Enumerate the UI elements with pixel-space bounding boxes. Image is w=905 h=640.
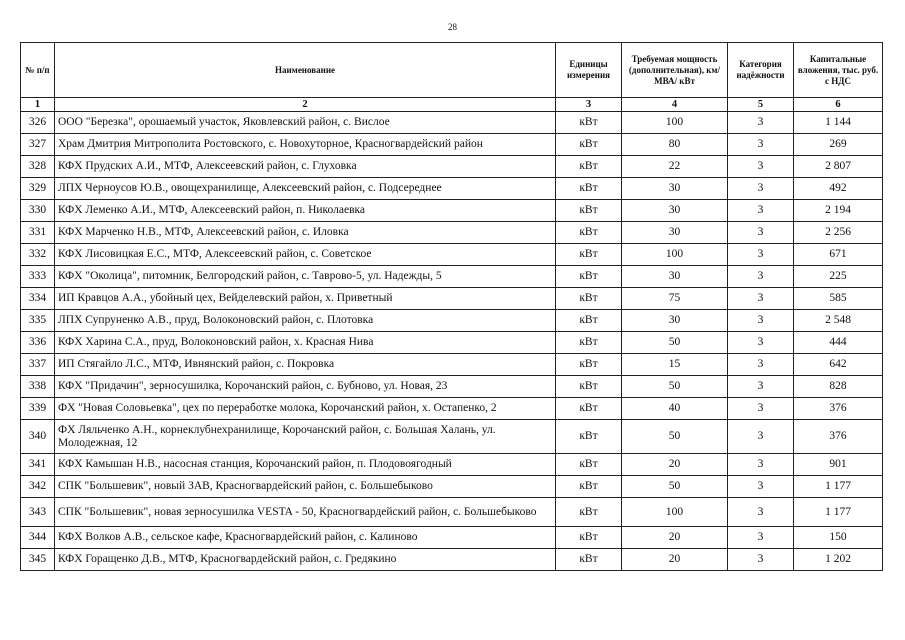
row-cost: 585	[794, 288, 883, 310]
row-number: 341	[21, 454, 55, 476]
row-name: КФХ Горащенко Д.В., МТФ, Красногвардейский район, с. Гредякино	[55, 549, 556, 571]
row-category: 3	[728, 376, 794, 398]
row-category: 3	[728, 156, 794, 178]
table-row	[21, 398, 883, 420]
row-unit: кВт	[556, 178, 622, 200]
page-number: 28	[448, 22, 457, 32]
table-row	[21, 376, 883, 398]
row-number: 327	[21, 134, 55, 156]
header-power: Требуемая мощность (дополнительная), км/ МВА/ кВт	[622, 43, 728, 98]
row-category: 3	[728, 398, 794, 420]
row-category: 3	[728, 332, 794, 354]
row-number: 344	[21, 527, 55, 549]
row-cost: 376	[794, 398, 883, 420]
row-cost: 2 807	[794, 156, 883, 178]
row-number: 330	[21, 200, 55, 222]
row-name: КФХ "Околица", питомник, Белгородский район, с. Таврово-5, ул. Надежды, 5	[55, 266, 556, 288]
row-cost: 150	[794, 527, 883, 549]
row-number: 337	[21, 354, 55, 376]
row-power: 20	[622, 454, 728, 476]
row-name: Храм Дмитрия Митрополита Ростовского, с. Новохуторное, Красногвардейский район	[55, 134, 556, 156]
row-unit: кВт	[556, 476, 622, 498]
row-unit: кВт	[556, 156, 622, 178]
row-category: 3	[728, 527, 794, 549]
row-power: 50	[622, 476, 728, 498]
row-unit: кВт	[556, 498, 622, 527]
row-number: 343	[21, 498, 55, 527]
row-cost: 269	[794, 134, 883, 156]
row-cost: 444	[794, 332, 883, 354]
row-number: 326	[21, 112, 55, 134]
table-row	[21, 420, 883, 454]
column-number-row	[21, 98, 883, 112]
row-cost: 1 177	[794, 498, 883, 527]
row-unit: кВт	[556, 310, 622, 332]
table-row	[21, 222, 883, 244]
table-row	[21, 310, 883, 332]
header-cost: Капитальные вложения, тыс. руб. с НДС	[794, 43, 883, 98]
row-category: 3	[728, 310, 794, 332]
row-category: 3	[728, 498, 794, 527]
row-power: 100	[622, 244, 728, 266]
header-category: Категория надёжности	[728, 43, 794, 98]
row-cost: 2 194	[794, 200, 883, 222]
table-row	[21, 288, 883, 310]
row-number: 335	[21, 310, 55, 332]
row-name: КФХ Леменко А.И., МТФ, Алексеевский район, п. Николаевка	[55, 200, 556, 222]
table-row	[21, 527, 883, 549]
row-number: 338	[21, 376, 55, 398]
row-name: ЛПХ Черноусов Ю.В., овощехранилище, Алексеевский район, с. Подсереднее	[55, 178, 556, 200]
row-name: КФХ Харина С.А., пруд, Волоконовский район, х. Красная Нива	[55, 332, 556, 354]
table-row	[21, 476, 883, 498]
row-unit: кВт	[556, 112, 622, 134]
row-unit: кВт	[556, 376, 622, 398]
row-power: 15	[622, 354, 728, 376]
row-unit: кВт	[556, 266, 622, 288]
row-name: ИП Стягайло Л.С., МТФ, Ивнянский район, с. Покровка	[55, 354, 556, 376]
header-unit: Единицы измерения	[556, 43, 622, 98]
row-unit: кВт	[556, 420, 622, 454]
row-cost: 376	[794, 420, 883, 454]
row-cost: 225	[794, 266, 883, 288]
row-power: 20	[622, 549, 728, 571]
investment-table	[20, 42, 883, 571]
row-category: 3	[728, 549, 794, 571]
row-unit: кВт	[556, 244, 622, 266]
row-name: СПК "Большевик", новая зерносушилка VESTA - 50, Красногвардейский район, с. Большебыково	[55, 498, 556, 527]
column-number: 2	[55, 98, 556, 112]
row-category: 3	[728, 178, 794, 200]
row-number: 332	[21, 244, 55, 266]
table-row	[21, 244, 883, 266]
column-number: 6	[794, 98, 883, 112]
row-power: 40	[622, 398, 728, 420]
table-row	[21, 354, 883, 376]
row-power: 100	[622, 498, 728, 527]
column-number: 5	[728, 98, 794, 112]
row-name: ФХ Ляльченко А.Н., корнеклубнехранилище, Корочанский район, с. Большая Халань, ул. Молодежная, 12	[55, 420, 556, 454]
row-number: 345	[21, 549, 55, 571]
row-unit: кВт	[556, 398, 622, 420]
row-name: КФХ Лисовицкая Е.С., МТФ, Алексеевский район, с. Советское	[55, 244, 556, 266]
row-category: 3	[728, 454, 794, 476]
row-cost: 671	[794, 244, 883, 266]
row-unit: кВт	[556, 134, 622, 156]
row-name: ЛПХ Супруненко А.В., пруд, Волоконовский район, с. Плотовка	[55, 310, 556, 332]
row-category: 3	[728, 222, 794, 244]
row-number: 331	[21, 222, 55, 244]
row-category: 3	[728, 476, 794, 498]
row-cost: 1 144	[794, 112, 883, 134]
row-name: КФХ "Придачин", зерносушилка, Корочанский район, с. Бубново, ул. Новая, 23	[55, 376, 556, 398]
row-cost: 2 256	[794, 222, 883, 244]
row-number: 340	[21, 420, 55, 454]
row-cost: 2 548	[794, 310, 883, 332]
row-unit: кВт	[556, 332, 622, 354]
row-category: 3	[728, 266, 794, 288]
row-category: 3	[728, 244, 794, 266]
row-unit: кВт	[556, 454, 622, 476]
row-category: 3	[728, 134, 794, 156]
table-row	[21, 549, 883, 571]
row-number: 339	[21, 398, 55, 420]
row-power: 20	[622, 527, 728, 549]
row-power: 30	[622, 222, 728, 244]
table-row	[21, 200, 883, 222]
row-number: 328	[21, 156, 55, 178]
row-category: 3	[728, 420, 794, 454]
column-number: 4	[622, 98, 728, 112]
row-cost: 901	[794, 454, 883, 476]
header-number: № п/п	[21, 43, 55, 98]
row-power: 30	[622, 266, 728, 288]
table-row	[21, 454, 883, 476]
table-body	[21, 112, 883, 571]
table-row	[21, 156, 883, 178]
row-power: 75	[622, 288, 728, 310]
row-name: СПК "Большевик", новый ЗАВ, Красногвардейский район, с. Большебыково	[55, 476, 556, 498]
row-power: 30	[622, 178, 728, 200]
row-cost: 642	[794, 354, 883, 376]
header-name: Наименование	[55, 43, 556, 98]
row-power: 100	[622, 112, 728, 134]
table-row	[21, 178, 883, 200]
row-cost: 492	[794, 178, 883, 200]
row-category: 3	[728, 200, 794, 222]
table-row	[21, 134, 883, 156]
table-row	[21, 332, 883, 354]
row-unit: кВт	[556, 288, 622, 310]
row-category: 3	[728, 288, 794, 310]
row-power: 80	[622, 134, 728, 156]
row-number: 329	[21, 178, 55, 200]
row-name: КФХ Прудских А.И., МТФ, Алексеевский район, с. Глуховка	[55, 156, 556, 178]
row-unit: кВт	[556, 200, 622, 222]
row-unit: кВт	[556, 222, 622, 244]
row-name: ФХ "Новая Соловьевка", цех по переработке молока, Корочанский район, х. Остапенко, 2	[55, 398, 556, 420]
row-category: 3	[728, 112, 794, 134]
column-number: 1	[21, 98, 55, 112]
column-number: 3	[556, 98, 622, 112]
row-power: 30	[622, 310, 728, 332]
row-number: 333	[21, 266, 55, 288]
row-name: КФХ Волков А.В., сельское кафе, Красногвардейский район, с. Калиново	[55, 527, 556, 549]
row-name: ООО "Березка", орошаемый участок, Яковлевский район, с. Вислое	[55, 112, 556, 134]
row-cost: 1 202	[794, 549, 883, 571]
row-cost: 828	[794, 376, 883, 398]
row-power: 30	[622, 200, 728, 222]
row-power: 50	[622, 420, 728, 454]
header-row	[21, 43, 883, 98]
row-name: КФХ Камышан Н.В., насосная станция, Корочанский район, п. Плодовоягодный	[55, 454, 556, 476]
row-name: ИП Кравцов А.А., убойный цех, Вейделевский район, х. Приветный	[55, 288, 556, 310]
table-row	[21, 498, 883, 527]
table-row	[21, 112, 883, 134]
row-number: 334	[21, 288, 55, 310]
row-unit: кВт	[556, 354, 622, 376]
row-number: 342	[21, 476, 55, 498]
row-number: 336	[21, 332, 55, 354]
row-unit: кВт	[556, 527, 622, 549]
table-row	[21, 266, 883, 288]
row-name: КФХ Марченко Н.В., МТФ, Алексеевский район, с. Иловка	[55, 222, 556, 244]
row-unit: кВт	[556, 549, 622, 571]
row-power: 22	[622, 156, 728, 178]
row-power: 50	[622, 332, 728, 354]
row-category: 3	[728, 354, 794, 376]
row-power: 50	[622, 376, 728, 398]
row-cost: 1 177	[794, 476, 883, 498]
